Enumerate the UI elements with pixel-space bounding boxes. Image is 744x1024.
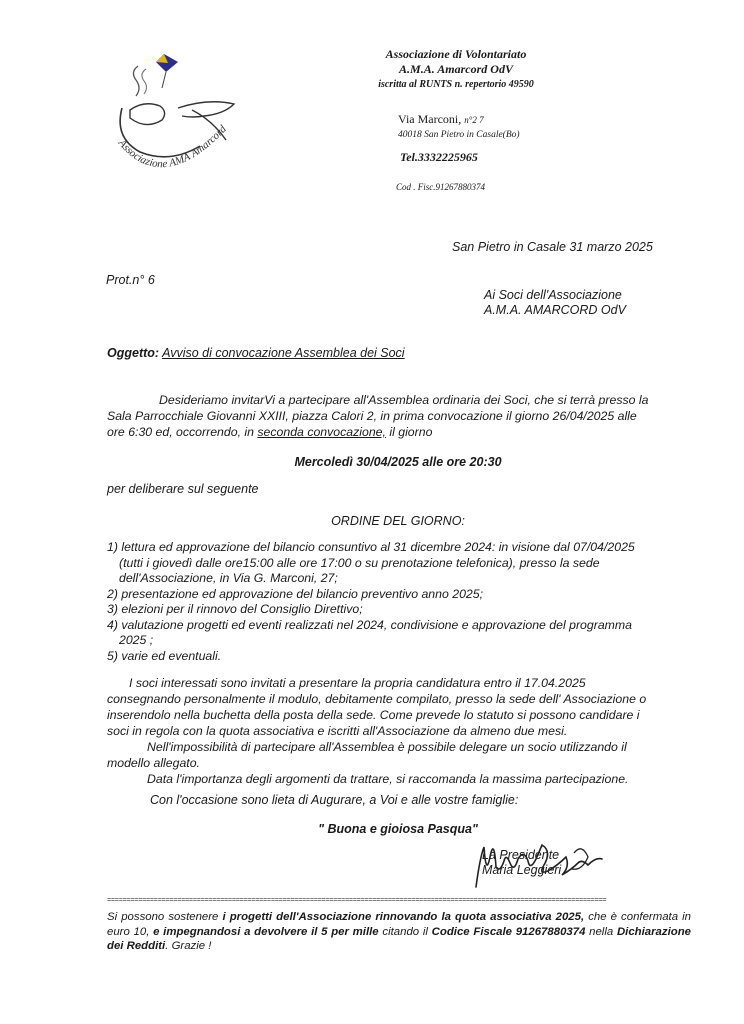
address-street: Via Marconi, — [398, 112, 462, 126]
subject-label: Oggetto: — [107, 346, 160, 360]
agenda-line: 2025 ; — [119, 633, 154, 647]
org-line-1: Associazione di Volontariato — [385, 47, 527, 61]
invitation-line-2: Sala Parrocchiale Giovanni XXIII, piazza Calori 2, in prima convocazione il giorno 26/04/2025 alle — [107, 409, 637, 423]
invitation-paragraph — [107, 392, 689, 440]
recipients-line-2: A.M.A. AMARCORD OdV — [484, 303, 626, 317]
agenda-title: ORDINE DEL GIORNO: — [331, 514, 465, 528]
address-city: 40018 San Pietro in Casale(Bo) — [398, 130, 520, 140]
recipients — [484, 288, 626, 318]
signature-name: Maria Leggieri — [482, 863, 562, 877]
footer-note: Si possono sostenere i progetti dell'Associazione rinnovando la quota associativa 2025, che è confermata in euro 10, e impegnandosi a devolvere il 5 per mille citando il Codice Fiscale 91267880374 nella Dichiarazione dei Redditi. Grazie ! — [107, 911, 691, 952]
easter-wishes: " Buona e gioiosa Pasqua" — [318, 822, 478, 836]
agenda-line: 1) lettura ed approvazione del bilancio consuntivo al 31 dicembre 2024: in visione dal 07/04/2025 — [107, 540, 635, 554]
agenda-line: 3) elezioni per il rinnovo del Consiglio Direttivo; — [107, 602, 363, 616]
deliberate-text: per deliberare sul seguente — [107, 482, 259, 496]
meeting-date: Mercoledì 30/04/2025 alle ore 20:30 — [294, 455, 502, 469]
agenda-list — [107, 540, 689, 664]
agenda-line: 4) valutazione progetti ed eventi realizzati nel 2024, condivisione e approvazione del programma — [107, 617, 632, 632]
candidacy-line-3: inserendolo nella buchetta della posta della sede. Come prevede lo statuto si possono candidare i — [107, 708, 640, 722]
fiscal-code: Cod . Fisc.91267880374 — [396, 182, 485, 192]
candidacy-line-4: soci in regola con la quota associativa e iscritti all'Associazione da almeno due mesi. — [107, 724, 568, 738]
association-logo — [108, 48, 238, 188]
recipients-line-1: Ai Soci dell'Associazione — [484, 288, 622, 302]
candidacy-line-1: I soci interessati sono invitati a presentare la propria candidatura entro il 17.04.2025 — [129, 676, 586, 690]
svg-text:Associazione AMA Amarcord — [115, 123, 229, 170]
place-date: San Pietro in Casale 31 marzo 2025 — [452, 240, 653, 254]
telephone: Tel.3332225965 — [400, 150, 478, 164]
subject-text: Avviso di convocazione Assemblea dei Soci — [162, 346, 405, 360]
agenda-line: (tutti i giovedì dalle ore15:00 alle ore 17:00 o su prenotazione telefonica), presso la sede — [119, 555, 600, 570]
invitation-line-3: ore 6:30 ed, occorrendo, in seconda convocazione, il giorno — [107, 425, 433, 439]
handwritten-signature — [470, 843, 640, 903]
signature-role: La Presidente — [482, 848, 560, 862]
agenda-line: dell'Associazione, in Via G. Marconi, 27; — [119, 571, 338, 585]
protocol-number: Prot.n° 6 — [106, 273, 155, 287]
org-line-2: A.M.A. Amarcord OdV — [399, 62, 513, 76]
candidacy-paragraph — [107, 675, 689, 787]
logo-text: Associazione AMA Amarcord — [115, 123, 229, 171]
agenda-line: 5) varie ed eventuali. — [107, 648, 222, 663]
greeting: Con l'occasione sono lieta di Augurare, a Voi e alle vostre famiglie: — [150, 793, 519, 807]
agenda-line: 2) presentazione ed approvazione del bilancio preventivo anno 2025; — [107, 586, 484, 601]
delegation-line-2: modello allegato. — [107, 756, 200, 770]
org-line-3: iscritta al RUNTS n. repertorio 49590 — [378, 79, 534, 90]
delegation-line-1: Nell'impossibilità di partecipare all'Assemblea è possibile delegare un socio utilizzando il — [147, 740, 627, 754]
candidacy-line-2: consegnando personalmente il modulo, debitamente compilato, presso la sede dell' Associazione o — [107, 692, 647, 706]
organization-header — [356, 47, 556, 92]
address — [398, 112, 520, 140]
invitation-line-1: Desideriamo invitarVi a partecipare all'Assemblea ordinaria dei Soci, che si terrà presso la — [159, 393, 649, 407]
separator-line: ================================================================================================================================ — [107, 898, 607, 905]
subject — [107, 346, 405, 360]
address-number: n°2 7 — [464, 115, 484, 125]
participation-line: Data l'importanza degli argomenti da trattare, si raccomanda la massima partecipazione. — [147, 772, 629, 786]
